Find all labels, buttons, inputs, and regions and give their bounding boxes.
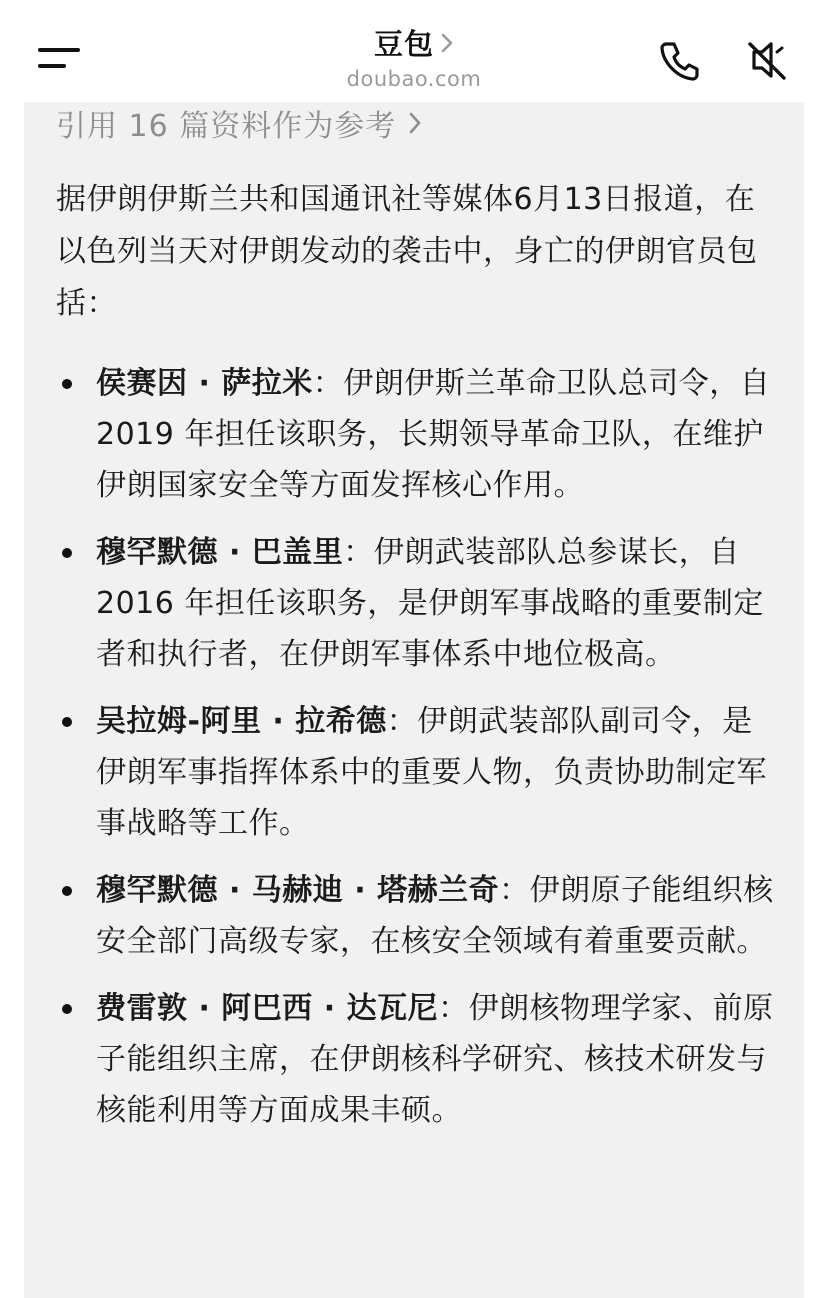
official-name: 侯赛因 · 萨拉米 xyxy=(96,366,313,401)
app-domain: doubao.com xyxy=(346,67,482,91)
bullet-icon xyxy=(62,1004,72,1014)
app-title-button[interactable] xyxy=(374,22,454,63)
list-item xyxy=(56,527,776,680)
separator: ： xyxy=(386,704,418,739)
top-bar xyxy=(0,0,828,102)
answer-panel xyxy=(24,102,804,1298)
list-item xyxy=(56,696,776,849)
official-name: 穆罕默德 · 巴盖里 xyxy=(96,535,344,570)
official-description: 伊朗原子能组织核安全部门高级专家，在核安全领域有着重要贡献。 xyxy=(96,873,774,959)
official-description: 伊朗武装部队副司令，是伊朗军事指挥体系中的重要人物，负责协助制定军事战略等工作。 xyxy=(96,704,767,841)
bullet-icon xyxy=(62,548,72,558)
official-description: 伊朗核物理学家、前原子能组织主席，在伊朗核科学研究、核技术研发与核能利用等方面成果丰硕。 xyxy=(96,991,774,1128)
list-item xyxy=(56,983,776,1136)
app-title: 豆包 xyxy=(373,27,434,61)
official-name: 吴拉姆-阿里 · 拉希德 xyxy=(96,704,387,739)
bullet-icon xyxy=(62,886,72,896)
chevron-right-icon xyxy=(408,111,422,135)
separator: ： xyxy=(499,873,530,908)
list-item xyxy=(56,865,776,967)
separator: ： xyxy=(343,535,374,570)
list-item xyxy=(56,358,776,511)
intro-paragraph: 据伊朗伊斯兰共和国通讯社等媒体6月13日报道，在以色列当天对伊朗发动的袭击中，身亡的伊朗官员包括： xyxy=(56,182,758,321)
officials-list xyxy=(56,358,776,1152)
bullet-icon xyxy=(62,379,72,389)
separator: ： xyxy=(312,366,344,401)
speaker-muted-icon xyxy=(744,38,790,84)
official-name: 穆罕默德 · 马赫迪 · 塔赫兰奇 xyxy=(96,873,500,908)
official-description: 伊朗武装部队总参谋长，自 2016 年担任该职务，是伊朗军事战略的重要制定者和执行者，在伊朗军事体系中地位极高。 xyxy=(96,535,764,672)
phone-call-button[interactable] xyxy=(656,38,702,84)
references-link[interactable] xyxy=(56,102,422,144)
phone-icon xyxy=(656,38,702,84)
official-description: 伊朗伊斯兰革命卫队总司令，自 2019 年担任该职务，长期领导革命卫队，在维护伊朗国家安全等方面发挥核心作用。 xyxy=(96,366,771,503)
mute-button[interactable] xyxy=(744,38,790,84)
separator: ： xyxy=(438,991,469,1026)
official-name: 费雷敦 · 阿巴西 · 达瓦尼 xyxy=(96,991,439,1026)
references-label: 引用 16 篇资料作为参考 xyxy=(56,109,397,144)
title-block xyxy=(0,22,828,91)
chevron-right-icon xyxy=(440,32,454,54)
bullet-icon xyxy=(62,717,72,727)
